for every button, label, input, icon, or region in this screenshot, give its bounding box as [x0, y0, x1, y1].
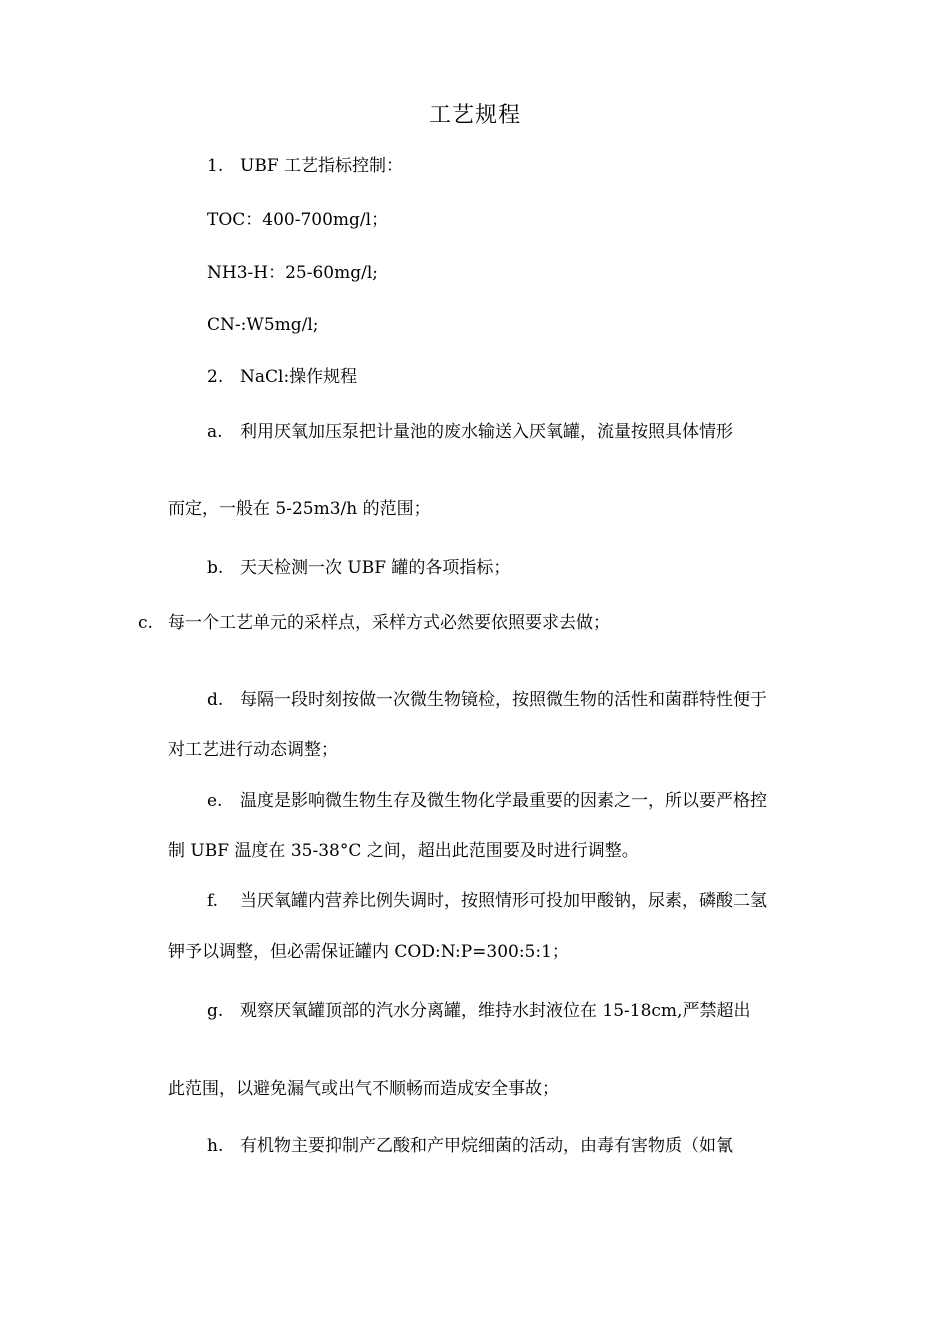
item-g-line-1	[207, 999, 750, 1023]
item-f-line-2: 钾予以调整，但必需保证罐内 COD:N:P=300:5:1；	[168, 942, 569, 962]
item-c-line-1	[138, 611, 610, 635]
item-a-text-1: 利用厌氧加压泵把计量池的废水输送入厌氧罐，流量按照具体情形	[240, 422, 733, 442]
section-2-text: NaCl:操作规程	[240, 367, 358, 387]
indicator-cn: CN-:W5mg/l;	[207, 315, 319, 335]
item-d-line-2: 对工艺进行动态调整；	[168, 740, 338, 760]
item-b-line-1	[207, 556, 510, 580]
item-h-line-1	[207, 1134, 733, 1158]
item-g-text-1: 观察厌氧罐顶部的汽水分离罐，维持水封液位在 15-18cm,严禁超出	[240, 1001, 751, 1021]
item-g-marker: g.	[207, 1001, 224, 1021]
item-b-marker: b.	[207, 558, 224, 578]
section-1-number: 1.	[207, 156, 224, 176]
indicator-nh3: NH3-H：25-60mg/l;	[207, 263, 378, 283]
item-e-marker: e.	[207, 791, 223, 811]
item-e-line-2: 制 UBF 温度在 35-38°C 之间，超出此范围要及时进行调整。	[168, 841, 639, 861]
item-c-text-1: 每一个工艺单元的采样点，采样方式必然要依照要求去做；	[168, 613, 610, 633]
item-g-line-2: 此范围，以避免漏气或出气不顺畅而造成安全事故；	[168, 1079, 559, 1099]
item-b-text-1: 天天检测一次 UBF 罐的各项指标；	[240, 558, 511, 578]
item-f-marker: f.	[207, 891, 219, 911]
item-f-text-1: 当厌氧罐内营养比例失调时，按照情形可投加甲酸钠，尿素，磷酸二氢	[240, 891, 767, 911]
item-a-line-2: 而定，一般在 5-25m3/h 的范围；	[168, 499, 431, 519]
item-d-text-1: 每隔一段时刻按做一次微生物镜检，按照微生物的活性和菌群特性便于	[240, 690, 767, 710]
item-c-marker: c.	[138, 613, 153, 633]
item-d-line-1	[207, 688, 767, 712]
item-a-marker: a.	[207, 422, 223, 442]
item-h-text-1: 有机物主要抑制产乙酸和产甲烷细菌的活动，由毒有害物质（如氰	[240, 1136, 733, 1156]
item-d-marker: d.	[207, 690, 224, 710]
indicator-toc: TOC：400-700mg/l；	[207, 210, 389, 230]
page-title: 工艺规程	[428, 103, 521, 128]
item-e-text-1: 温度是影响微生物生存及微生物化学最重要的因素之一，所以要严格控	[240, 791, 767, 811]
item-h-marker: h.	[207, 1136, 224, 1156]
section-2-heading	[207, 365, 357, 389]
section-1-text: UBF 工艺指标控制：	[240, 156, 404, 176]
item-f-line-1	[207, 889, 767, 913]
section-1-heading	[207, 154, 403, 178]
item-e-line-1	[207, 789, 767, 813]
section-2-number: 2.	[207, 367, 224, 387]
item-a-line-1	[207, 420, 733, 444]
